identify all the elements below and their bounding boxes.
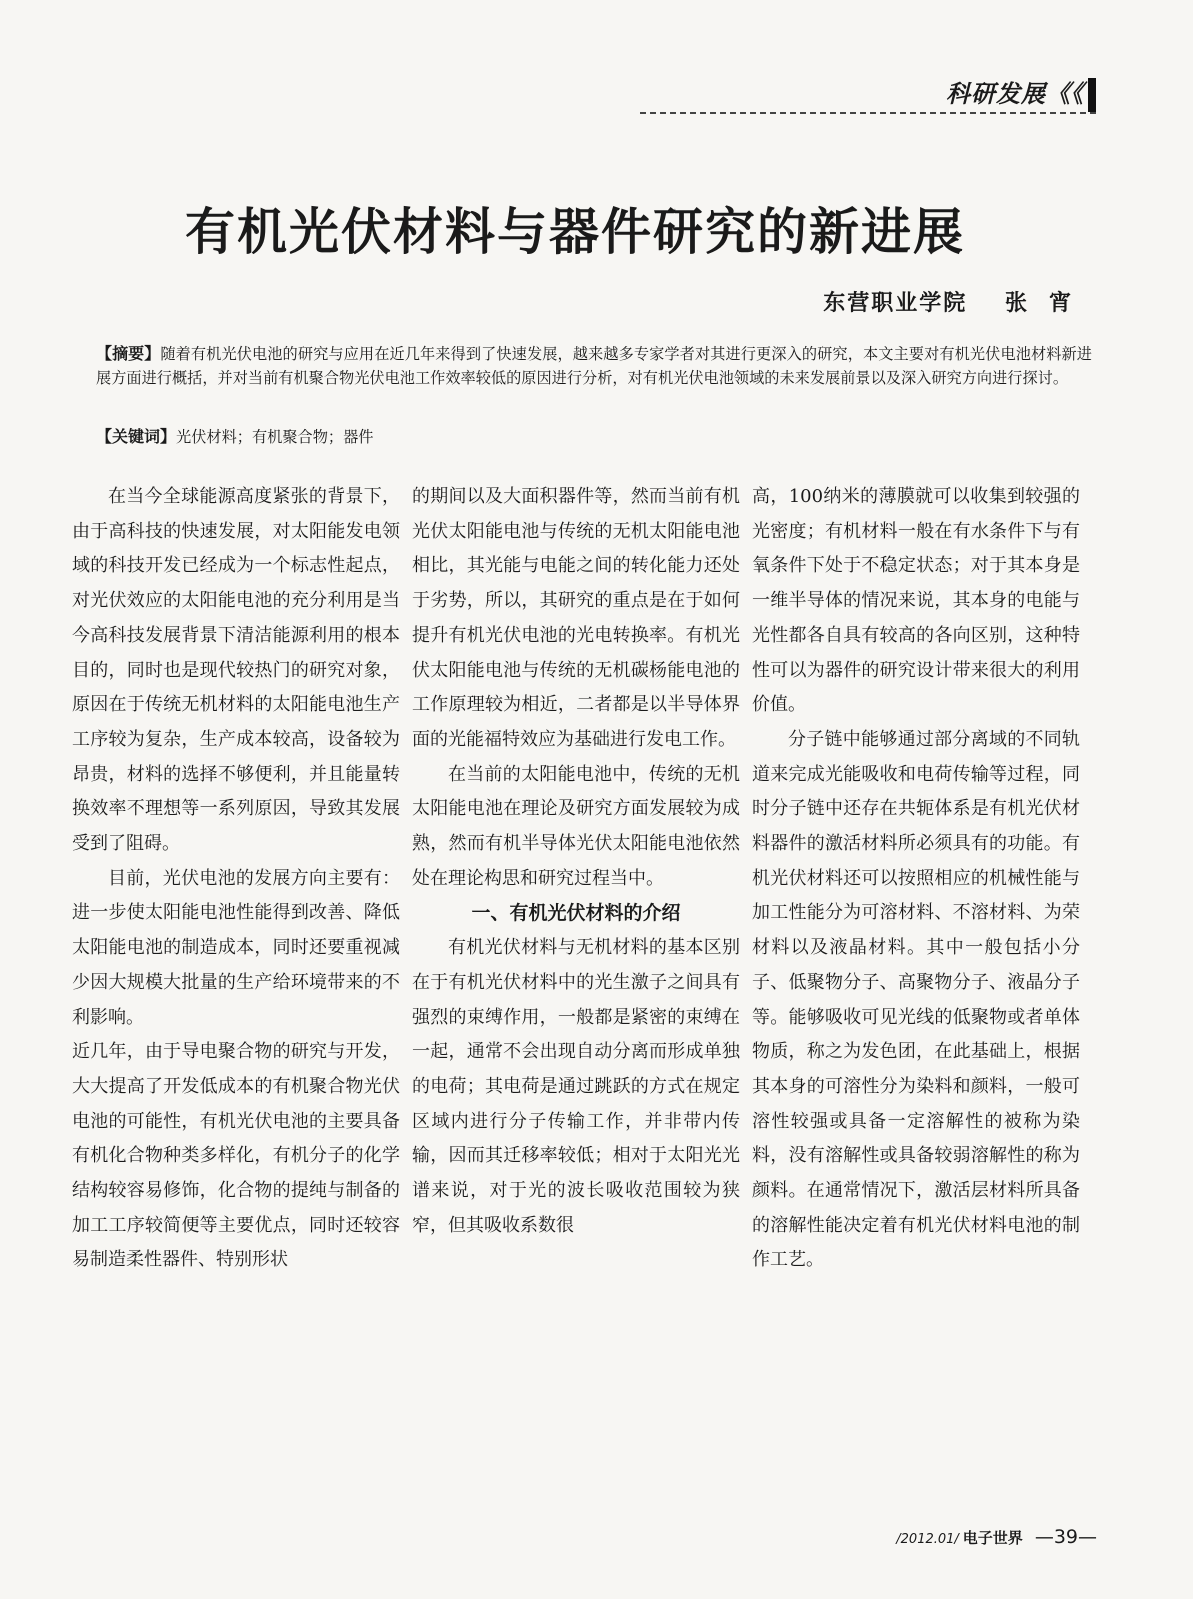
body-column-2	[412, 480, 740, 1510]
keywords-label: 【关键词】	[96, 427, 177, 446]
body-column-1	[72, 480, 400, 1510]
issue-date: /2012.01/	[896, 1532, 959, 1547]
header-bar-mark	[1088, 78, 1096, 112]
paragraph: 近几年，由于导电聚合物的研究与开发，大大提高了开发低成本的有机聚合物光伏电池的可能性，有机光伏电池的主要具备有机化合物种类多样化，有机分子的化学结构较容易修饰，化合物的提纯与制备的加工工序较简便等主要优点，同时还较容易制造柔性器件、特别形状	[72, 1041, 400, 1271]
author-line	[823, 286, 1093, 317]
paragraph: 有机光伏材料与无机材料的基本区别在于有机光伏材料中的光生激子之间具有强烈的束缚作用，一般都是紧密的束缚在一起，通常不会出现自动分离而形成单独的电荷；其电荷是通过跳跃的方式在规定区域内进行分子传输工作，并非带内传输，因而其迁移率较低；相对于太阳光光谱来说，对于光的波长吸收范围较为狭窄，但其吸收系数很	[412, 937, 740, 1236]
abstract-label: 【摘要】	[96, 344, 161, 363]
paragraph: 高，100纳米的薄膜就可以收集到较强的光密度；有机材料一般在有水条件下与有氧条件下处于不稳定状态；对于其本身是一维半导体的情况来说，其本身的电能与光性都各自具有较高的各向区别，这种特性可以为器件的研究设计带来很大的利用价值。	[752, 486, 1080, 716]
keywords-text: 光伏材料；有机聚合物；器件	[176, 428, 374, 446]
page-number: —39—	[1034, 1526, 1097, 1548]
article-title: 有机光伏材料与器件研究的新进展	[185, 203, 965, 261]
author-name: 张宵	[1004, 290, 1093, 316]
section-header	[640, 72, 1110, 118]
abstract-text: 随着有机光伏电池的研究与应用在近几年来得到了快速发展，越来越多专家学者对其进行更深入的研究，本文主要对有机光伏电池材料新进展方面进行概括，并对当前有机聚合物光伏电池工作效率较低的原因进行分析，对有机光伏电池领域的未来发展前景以及深入研究方向进行探讨。	[96, 345, 1092, 387]
body-column-3	[752, 480, 1080, 1510]
paragraph: 在当今全球能源高度紧张的背景下，由于高科技的快速发展，对太阳能发电领域的科技开发已经成为一个标志性起点，对光伏效应的太阳能电池的充分利用是当今高科技发展背景下清洁能源利用的根本目的，同时也是现代较热门的研究对象，原因在于传统无机材料的太阳能电池生产工序较为复杂，生产成本较高，设备较为昂贵，材料的选择不够便利，并且能量转换效率不理想等一系列原因，导致其发展受到了阻碍。	[72, 486, 400, 855]
paragraph: 目前，光伏电池的发展方向主要有：进一步使太阳能电池性能得到改善、降低太阳能电池的制造成本，同时还要重视减少因大规模大批量的生产给环境带来的不利影响。	[72, 867, 400, 1028]
section-label: 科研发展《《	[940, 74, 1084, 109]
magazine-name: 电子世界	[962, 1529, 1023, 1547]
page-footer	[896, 1526, 1097, 1548]
section-heading: 一、有机光伏材料的介绍	[471, 902, 681, 925]
paragraph: 分子链中能够通过部分离域的不同轨道来完成光能吸收和电荷传输等过程，同时分子链中还存在共轭体系是有机光伏材料器件的激活材料所必须具有的功能。有机光伏材料还可以按照相应的机械性能与加工性能分为可溶材料、不溶材料、为荣材料以及液晶材料。其中一般包括小分子、低聚物分子、高聚物分子、液晶分子等。能够吸收可见光线的低聚物或者单体物质，称之为发色团，在此基础上，根据其本身的可溶性分为染料和颜料，一般可溶性较强或具备一定溶解性的被称为染料，没有溶解性或具备较弱溶解性的称为颜料。在通常情况下，激活层材料所具备的溶解性能决定着有机光伏材料电池的制作工艺。	[752, 728, 1080, 1271]
abstract	[96, 342, 1092, 390]
paragraph: 的期间以及大面积器件等，然而当前有机光伏太阳能电池与传统的无机太阳能电池相比，其光能与电能之间的转化能力还处于劣势，所以，其研究的重点是在于如何提升有机光伏电池的光电转换率。有机光伏太阳能电池与传统的无机碳杨能电池的工作原理较为相近，二者都是以半导体界面的光能福特效应为基础进行发电工作。	[412, 486, 740, 750]
paragraph: 在当前的太阳能电池中，传统的无机太阳能电池在理论及研究方面发展较为成熟，然而有机半导体光伏太阳能电池依然处在理论构思和研究过程当中。	[412, 763, 740, 889]
header-dashed-rule	[640, 112, 1096, 114]
author-affiliation: 东营职业学院	[823, 290, 968, 316]
keywords	[96, 424, 373, 447]
